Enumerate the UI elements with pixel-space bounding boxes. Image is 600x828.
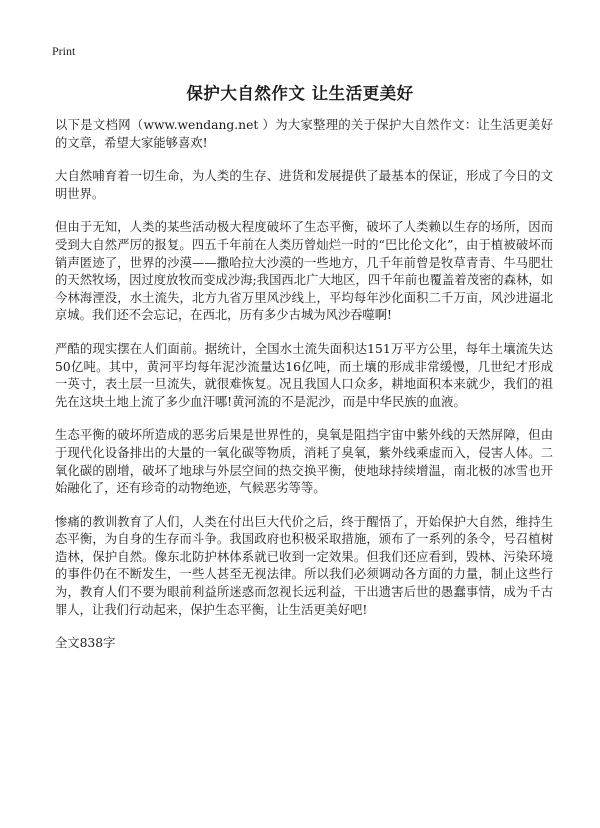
- article-paragraph: 但由于无知，人类的某些活动极大程度破坏了生态平衡，破坏了人类赖以生存的场所，因而受到大自然严厉的报复。四五千年前在人类历曾灿烂一时的“巴比伦文化”，由于植被破坏而销声匿迹了，世界的沙漠——撒哈拉大沙漠的一些地方，几千年前曾是牧草青青、牛马肥壮的天然牧场，因过度放牧而变成沙海;我国西北广大地区，四千年前也覆盖着茂密的森林，如今林海湮没，水土流失，北方九省万里风沙线上，平均每年沙化面积二千万亩，风沙进逼北京城。我们还不会忘记，在西北，历有多少古城为风沙吞噬啊!: [55, 220, 553, 323]
- article-paragraph: 大自然哺育着一切生命，为人类的生存、进货和发展提供了最基本的保证，形成了今日的文明世界。: [55, 169, 553, 201]
- print-link[interactable]: Print: [52, 44, 76, 58]
- word-count: 全文838字: [55, 636, 116, 651]
- article-title: 保护大自然作文 让生活更美好: [186, 84, 414, 103]
- article-body: [55, 117, 553, 653]
- article-paragraph: 以下是文档网（www.wendang.net ）为大家整理的关于保护大自然作文：让生活更美好的文章，希望大家能够喜欢!: [55, 118, 553, 150]
- article-paragraph: 生态平衡的破坏所造成的恶劣后果是世界性的，臭氧是阻挡宇宙中紫外线的天然屏障，但由于现代化设备排出的大量的一氧化碳等物质，消耗了臭氧，紫外线乘虚而入，侵害人体。二氧化碳的剧增，破坏了地球与外层空间的热交换平衡，使地球持续增温，南北极的冰雪也开始融化了，还有珍奇的动物绝迹，气候恶劣等等。: [55, 428, 553, 496]
- article-paragraph: 惨痛的教训教育了人们，人类在付出巨大代价之后，终于醒悟了，开始保护大自然，维持生态平衡，为自身的生存而斗争。我国政府也积极采取措施，颁布了一系列的条令，号召植树造林，保护自然。像东北防护林体系就已收到一定效果。但我们还应看到，毁林、污染环境的事件仍在不断发生，一些人甚至无视法律。所以我们必须调动各方面的力量，制止这些行为，教育人们不要为眼前利益所迷惑而忽视长远利益，干出遗害后世的愚蠢事情，成为千古罪人，让我们行动起来，保护生态平衡，让生活更美好吧!: [55, 514, 553, 617]
- article-paragraph: 严酷的现实摆在人们面前。据统计，全国水土流失面积达151万平方公里，每年土壤流失达50亿吨。其中，黄河平均每年泥沙流量达16亿吨，而土壤的形成非常缓慢，几世纪才形成一英寸，表土层一旦流失，就很难恢复。况且我国人口众多，耕地面积本来就少，我们的祖先在这块土地上流了多少血汗哪!黄河流的不是泥沙，而是中华民族的血液。: [55, 341, 553, 409]
